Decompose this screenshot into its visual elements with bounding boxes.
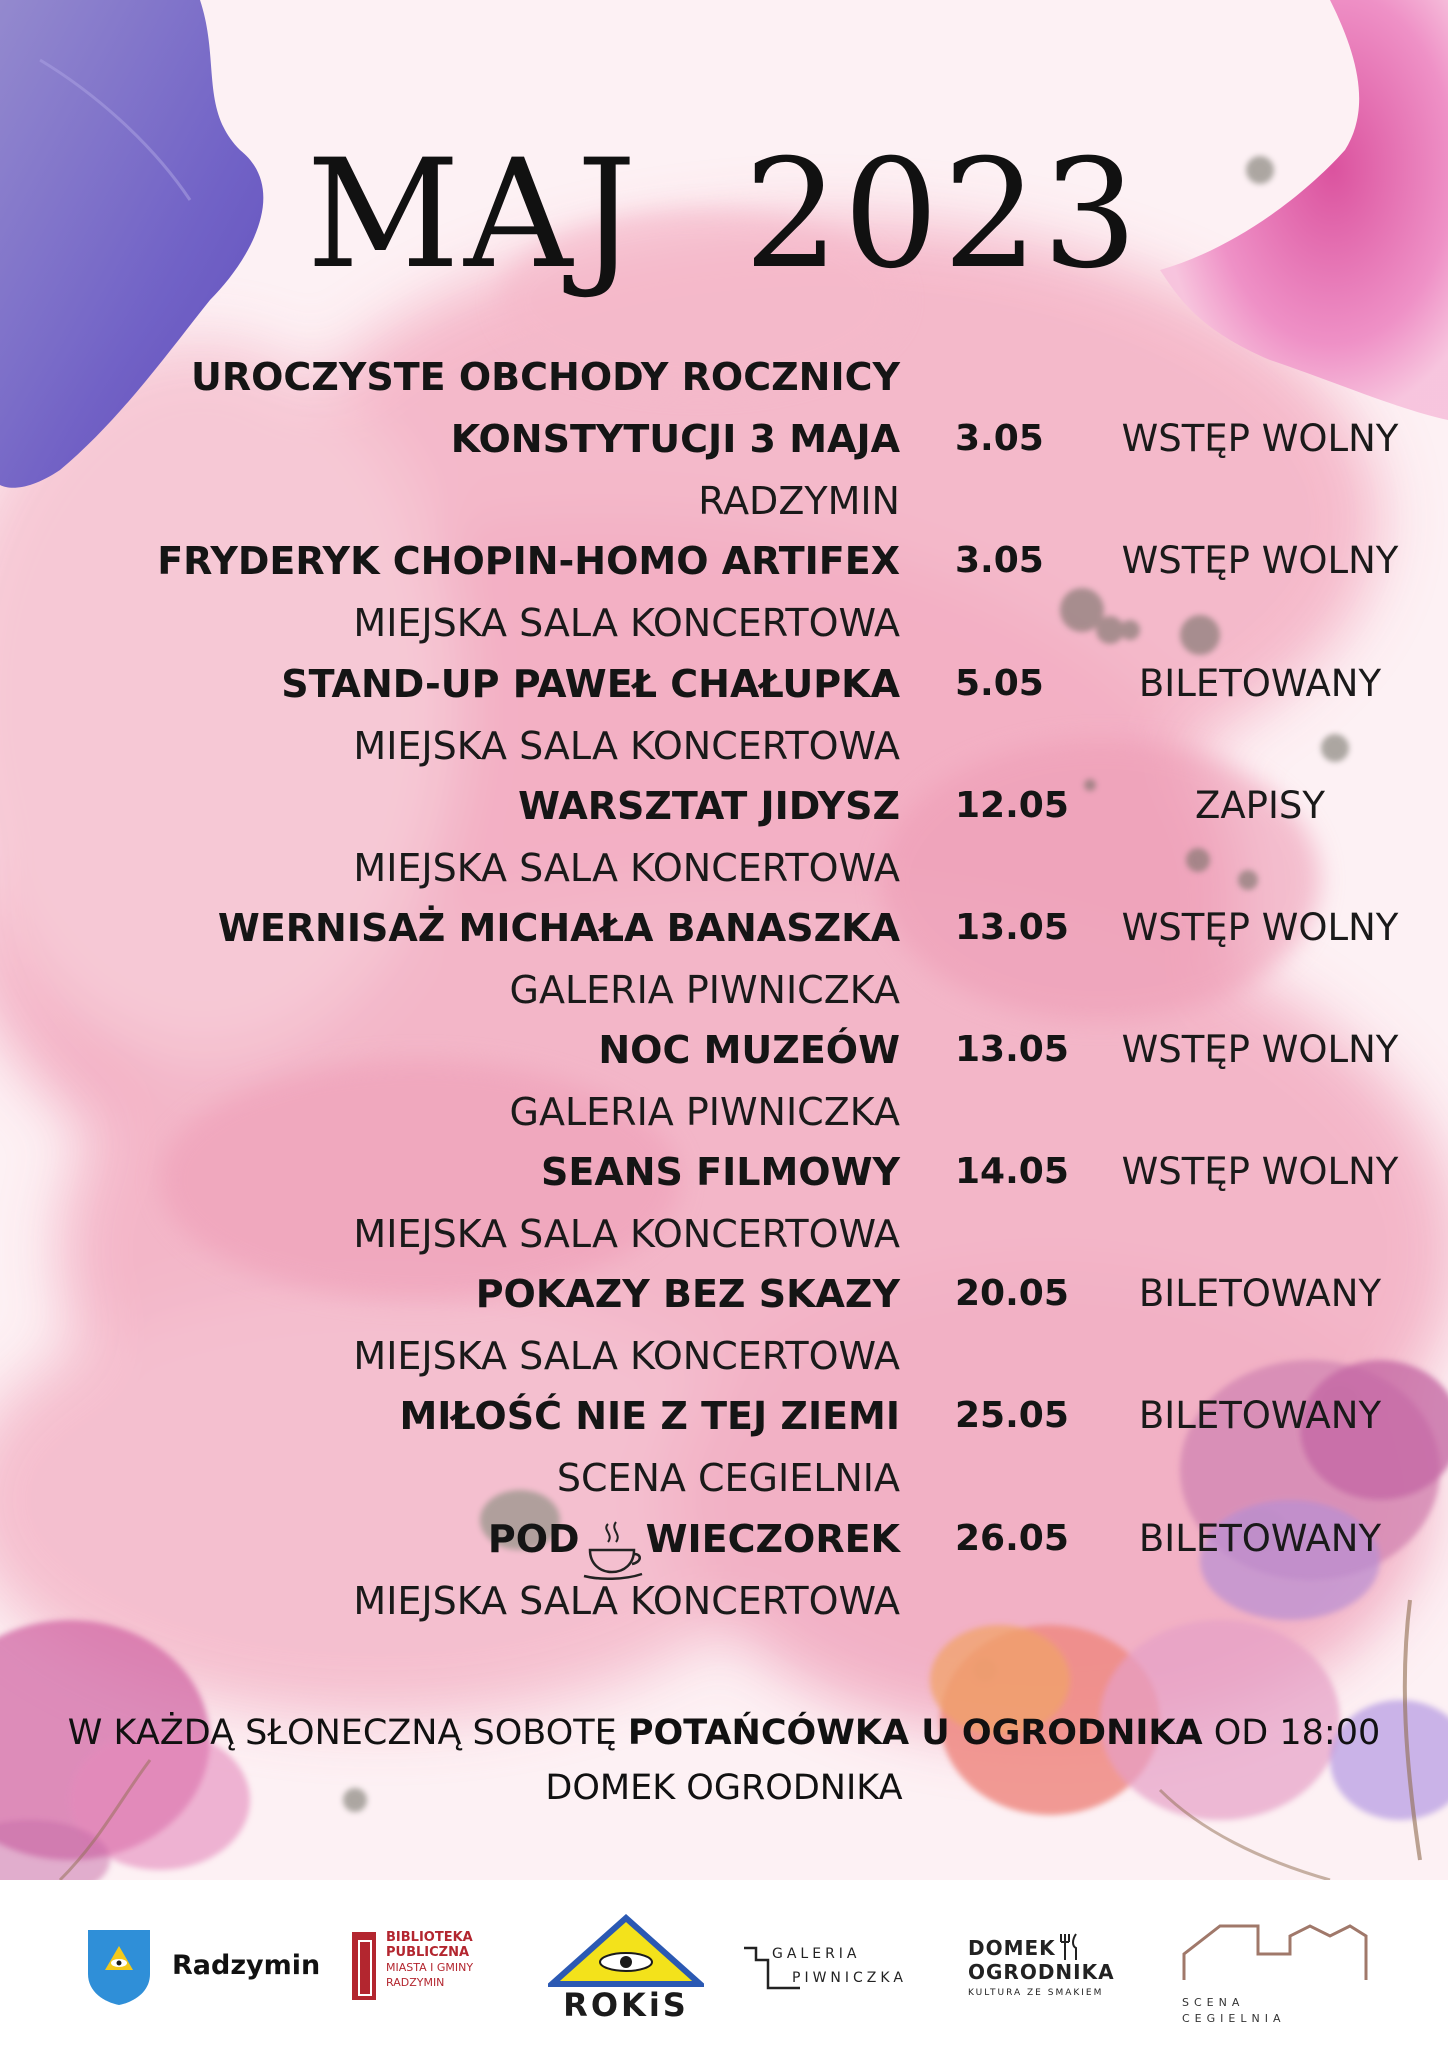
logo-galeria-piwniczka bbox=[742, 1942, 912, 2002]
footer-suffix: OD 18:00 bbox=[1202, 1713, 1381, 1753]
event-name: UROCZYSTE OBCHODY ROCZNICY bbox=[191, 355, 900, 399]
galeria-line2: PIWNICZKA bbox=[792, 1970, 907, 1986]
event-admission: WSTĘP WOLNY bbox=[1121, 906, 1399, 949]
biblioteka-line3: MIASTA I GMINY bbox=[386, 1961, 474, 1974]
event-admission: ZAPISY bbox=[1195, 784, 1325, 827]
event-name: FRYDERYK CHOPIN-HOMO ARTIFEX bbox=[157, 539, 900, 583]
event-admission: BILETOWANY bbox=[1138, 662, 1382, 705]
event-date: 13.05 bbox=[955, 1029, 1069, 1070]
event-place: MIEJSKA SALA KONCERTOWA bbox=[353, 1334, 900, 1378]
domek-line3: KULTURA ZE SMAKIEM bbox=[968, 1988, 1104, 1998]
domek-line2: OGRODNIKA bbox=[968, 1960, 1115, 1984]
footer-place: DOMEK OGRODNIKA bbox=[545, 1768, 903, 1808]
event-place: GALERIA PIWNICZKA bbox=[509, 968, 900, 1012]
event-admission: WSTĘP WOLNY bbox=[1121, 539, 1399, 582]
event-admission: BILETOWANY bbox=[1138, 1272, 1382, 1315]
scena-line2: CEGIELNIA bbox=[1182, 2012, 1286, 2025]
event-name: SEANS FILMOWY bbox=[541, 1150, 900, 1194]
event-place: SCENA CEGIELNIA bbox=[556, 1456, 900, 1500]
event-date: 25.05 bbox=[955, 1395, 1069, 1436]
building-outline-icon bbox=[1180, 1914, 1370, 1984]
event-name-part: WIECZOREK bbox=[645, 1517, 900, 1561]
event-name: POKAZY BEZ SKAZY bbox=[475, 1272, 900, 1316]
footer-prefix: W KAŻDĄ SŁONECZNĄ SOBOTĘ bbox=[67, 1713, 628, 1753]
event-name: KONSTYTUCJI 3 MAJA bbox=[450, 417, 900, 461]
book-icon bbox=[350, 1930, 378, 2002]
rokis-text: ROKiS bbox=[563, 1986, 689, 2024]
event-name: STAND-UP PAWEŁ CHAŁUPKA bbox=[281, 662, 900, 706]
event-date: 13.05 bbox=[955, 907, 1069, 948]
event-name: WERNISAŻ MICHAŁA BANASZKA bbox=[217, 906, 900, 950]
galeria-line1: GALERIA bbox=[772, 1946, 861, 1962]
event-admission: BILETOWANY bbox=[1138, 1517, 1382, 1560]
event-place: MIEJSKA SALA KONCERTOWA bbox=[353, 724, 900, 768]
event-name bbox=[488, 1508, 900, 1570]
event-admission: WSTĘP WOLNY bbox=[1121, 1150, 1399, 1193]
domek-line1: DOMEK bbox=[968, 1936, 1056, 1960]
event-date: 26.05 bbox=[955, 1518, 1069, 1559]
event-place: MIEJSKA SALA KONCERTOWA bbox=[353, 846, 900, 890]
event-admission: BILETOWANY bbox=[1138, 1394, 1382, 1437]
event-place: GALERIA PIWNICZKA bbox=[509, 1090, 900, 1134]
footer-highlight: POTAŃCÓWKA U OGRODNIKA bbox=[627, 1713, 1203, 1753]
radzymin-crest-icon bbox=[86, 1928, 152, 2006]
sponsor-logos-bar bbox=[0, 1880, 1448, 2048]
biblioteka-line1: BIBLIOTEKA bbox=[386, 1930, 473, 1945]
logo-biblioteka bbox=[350, 1928, 520, 2008]
event-date: 14.05 bbox=[955, 1151, 1069, 1192]
event-name: WARSZTAT JIDYSZ bbox=[518, 784, 900, 828]
event-name-part: POD bbox=[487, 1517, 580, 1561]
logo-rokis bbox=[548, 1914, 704, 2024]
event-name: NOC MUZEÓW bbox=[598, 1028, 900, 1072]
eye-triangle-icon bbox=[548, 1914, 704, 1988]
event-place: MIEJSKA SALA KONCERTOWA bbox=[353, 601, 900, 645]
event-date: 3.05 bbox=[955, 418, 1044, 459]
logo-scena-cegielnia bbox=[1180, 1914, 1370, 2034]
event-place: RADZYMIN bbox=[698, 479, 900, 523]
biblioteka-line2: PUBLICZNA bbox=[386, 1945, 470, 1960]
event-date: 20.05 bbox=[955, 1273, 1069, 1314]
event-admission: WSTĘP WOLNY bbox=[1121, 417, 1399, 460]
footer-announcement bbox=[0, 1705, 1448, 1761]
event-admission: WSTĘP WOLNY bbox=[1121, 1028, 1399, 1071]
event-date: 3.05 bbox=[955, 540, 1044, 581]
biblioteka-line4: RADZYMIN bbox=[386, 1976, 445, 1989]
scena-line1: SCENA bbox=[1182, 1996, 1245, 2009]
event-date: 12.05 bbox=[955, 785, 1069, 826]
fork-knife-icon bbox=[1058, 1932, 1080, 1962]
logo-radzymin bbox=[86, 1928, 321, 2008]
event-place: MIEJSKA SALA KONCERTOWA bbox=[353, 1579, 900, 1623]
coffee-cup-icon bbox=[580, 1520, 646, 1570]
event-place: MIEJSKA SALA KONCERTOWA bbox=[353, 1212, 900, 1256]
logo-domek-ogrodnika bbox=[966, 1930, 1126, 2010]
event-date: 5.05 bbox=[955, 663, 1044, 704]
event-name: MIŁOŚĆ NIE Z TEJ ZIEMI bbox=[399, 1394, 900, 1438]
page-title: MAJ 2023 bbox=[306, 128, 1142, 302]
radzymin-text: Radzymin bbox=[172, 1950, 321, 1981]
